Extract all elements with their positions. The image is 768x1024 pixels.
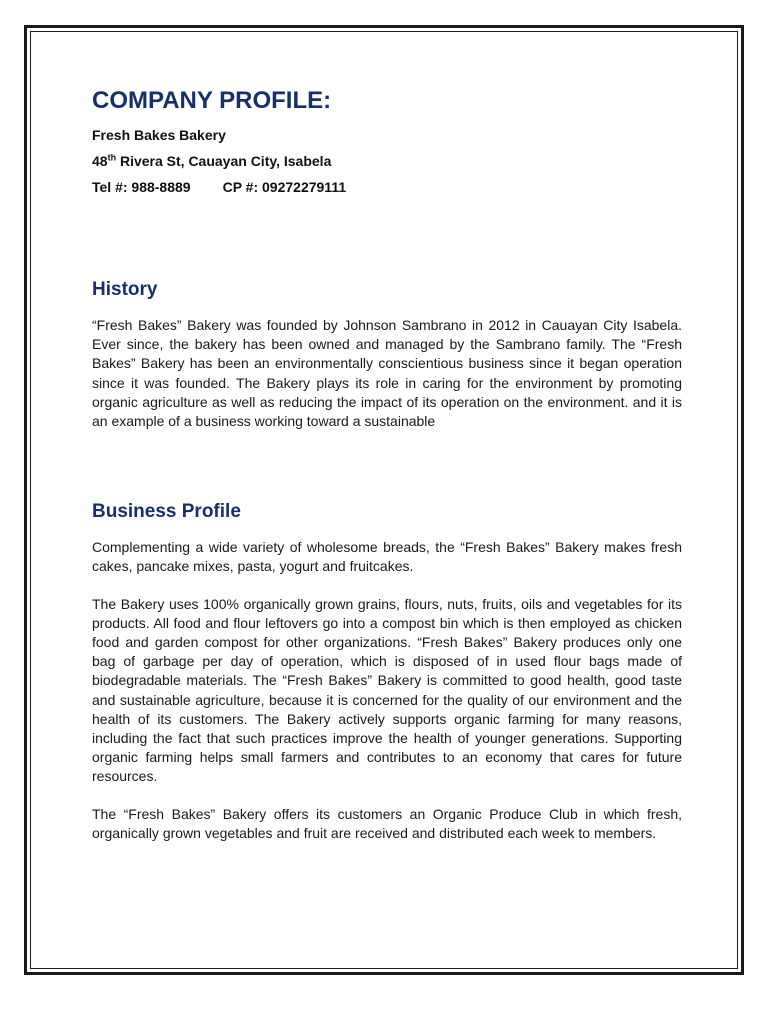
history-heading: History bbox=[92, 279, 158, 300]
address-street-city: Rivera St, Cauayan City, Isabela bbox=[116, 153, 332, 169]
company-name: Fresh Bakes Bakery bbox=[92, 127, 226, 143]
cellphone-number: CP #: 09272279111 bbox=[222, 179, 347, 195]
business-paragraph-practices: The Bakery uses 100% organically grown grains, flours, nuts, fruits, oils and vegetables for its products. All food and flour leftovers go into a compost bin which is then employed as chicken food and garden compost for other organizations. “Fresh Bakes” Bakery produces only one bag of garbage per day of operation, which is disposed of in used flour bags made of biodegradable materials. The “Fresh Bakes” Bakery is committed to good health, good taste and sustainable agriculture, because it is concerned for the quality of our environment and the health of its customers. The Bakery actively supports organic farming for many reasons, including the fact that such practices improve the health of younger generations. Supporting organic farming helps small farmers and contributes to an economy that cares for future resources. bbox=[92, 595, 682, 785]
history-paragraph: “Fresh Bakes” Bakery was founded by Johnson Sambrano in 2012 in Cauayan City Isabela. Ever since, the bakery has been owned and managed by the Sambrano family. The “Fresh Bakes” Bakery has been an environmentally conscientious business since it began operation since it was founded. The Bakery plays its role in caring for the environment by promoting organic agriculture as well as reducing the impact of its operation on the environment. and it is an example of a business working toward a sustainable bbox=[92, 317, 682, 430]
contact-numbers bbox=[92, 178, 682, 196]
business-paragraph-products: Complementing a wide variety of wholesome breads, the “Fresh Bakes” Bakery makes fresh cakes, pancake mixes, pasta, yogurt and fruitcakes. bbox=[92, 539, 682, 575]
business-paragraph-produce-club: The “Fresh Bakes” Bakery offers its customers an Organic Produce Club in which fresh, organically grown vegetables and fruit are received and distributed each week to members. bbox=[92, 805, 682, 841]
business-profile-heading: Business Profile bbox=[92, 501, 241, 523]
address-ordinal-suffix: th bbox=[107, 152, 117, 163]
telephone-number: Tel #: 988-8889 bbox=[92, 179, 191, 195]
page-title: COMPANY PROFILE: bbox=[92, 87, 332, 114]
document-content bbox=[92, 86, 682, 843]
company-address bbox=[92, 152, 682, 170]
address-number: 48 bbox=[92, 153, 108, 169]
